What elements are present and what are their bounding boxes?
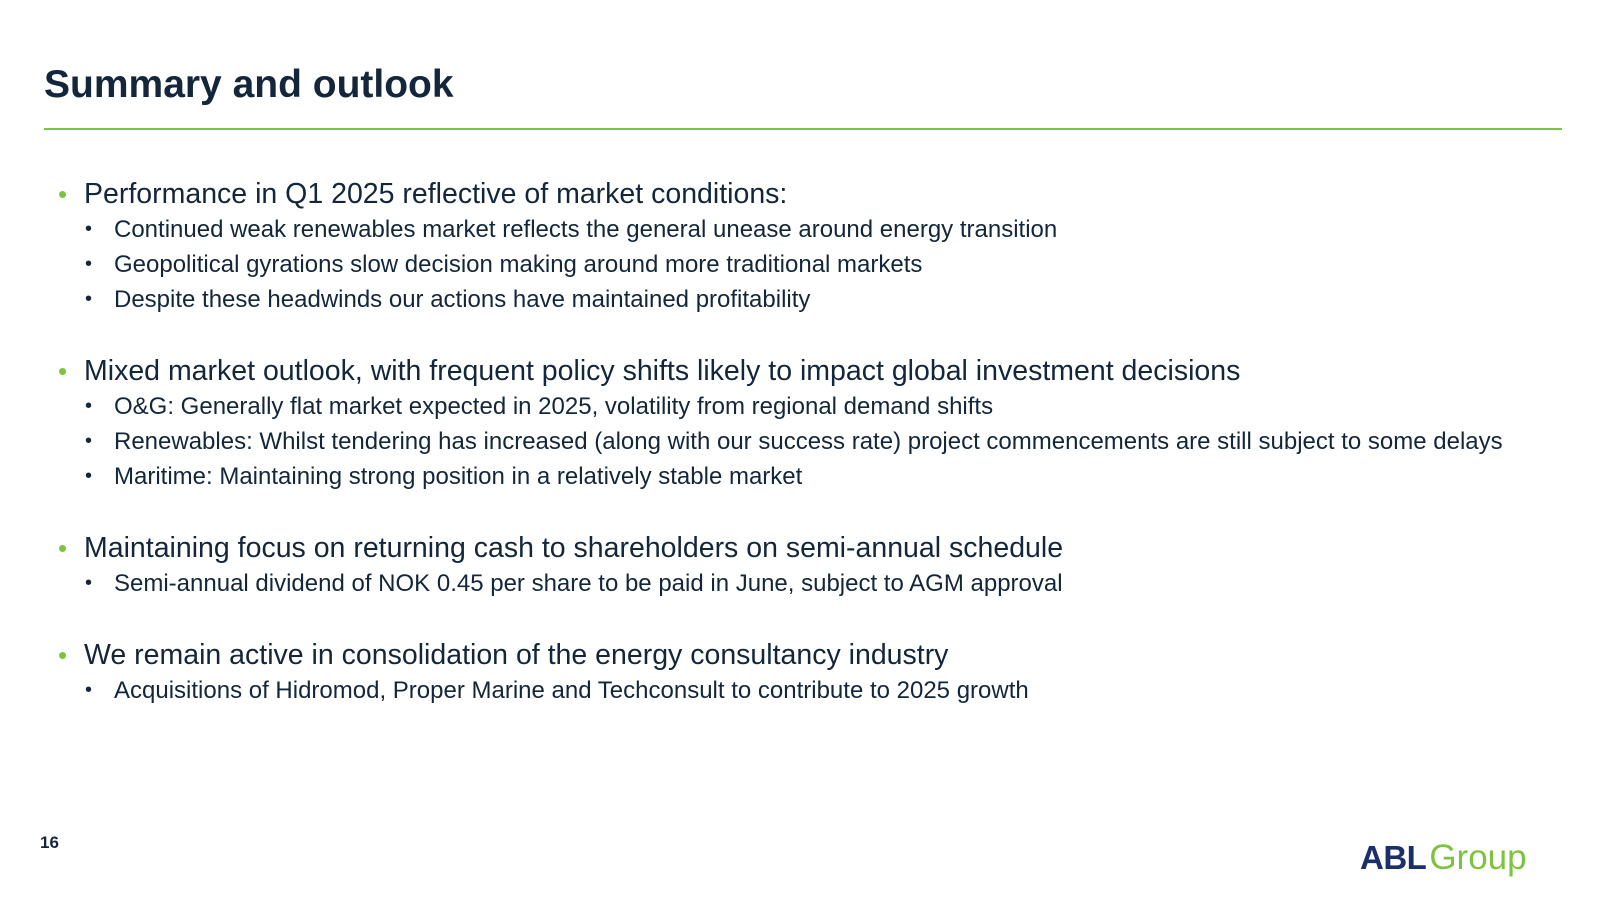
bullet-dot-icon: • — [85, 395, 93, 417]
bullet-dot-icon: • — [85, 288, 93, 310]
bullet-section-consolidation — [58, 637, 1518, 708]
bullet-dot-icon: • — [85, 430, 93, 452]
sub-bullet-text: Semi-annual dividend of NOK 0.45 per share to be paid in June, subject to AGM approval — [114, 570, 1063, 597]
bullet-section-performance — [58, 176, 1518, 317]
logo-group-text: Group — [1429, 838, 1527, 877]
bullet-list — [58, 176, 1518, 708]
bullet-dot-icon: • — [85, 253, 93, 275]
bullet-level1 — [58, 530, 1518, 566]
bullet-dot-icon: • — [85, 679, 93, 701]
bullet-level2 — [58, 459, 1518, 494]
green-bullet-icon: • — [58, 356, 68, 386]
bullet-dot-icon: • — [85, 572, 93, 594]
bullet-level2 — [58, 212, 1518, 247]
sub-bullet-text: Renewables: Whilst tendering has increased (along with our success rate) project commencements are still subject to some delays — [114, 428, 1503, 455]
bullet-text: We remain active in consolidation of the energy consultancy industry — [84, 639, 949, 671]
green-bullet-icon: • — [58, 179, 68, 209]
bullet-level1 — [58, 637, 1518, 673]
title-divider — [44, 128, 1562, 130]
bullet-level2 — [58, 282, 1518, 317]
bullet-level2 — [58, 424, 1518, 459]
sub-bullet-text: Despite these headwinds our actions have maintained profitability — [114, 286, 811, 313]
bullet-level2 — [58, 389, 1518, 424]
slide-title: Summary and outlook — [44, 63, 454, 106]
sub-bullet-text: Maritime: Maintaining strong position in a relatively stable market — [114, 463, 803, 490]
bullet-section-outlook — [58, 353, 1518, 494]
green-bullet-icon: • — [58, 533, 68, 563]
bullet-level2 — [58, 566, 1518, 601]
bullet-dot-icon: • — [85, 465, 93, 487]
bullet-text: Mixed market outlook, with frequent policy shifts likely to impact global investment decisions — [84, 355, 1241, 387]
bullet-dot-icon: • — [85, 218, 93, 240]
sub-bullet-text: Geopolitical gyrations slow decision making around more traditional markets — [114, 251, 923, 278]
bullet-text: Performance in Q1 2025 reflective of market conditions: — [84, 178, 788, 210]
green-bullet-icon: • — [58, 640, 68, 670]
bullet-level1 — [58, 176, 1518, 212]
bullet-section-cash-return — [58, 530, 1518, 601]
logo-abl-text: ABL — [1360, 839, 1427, 876]
sub-bullet-text: Acquisitions of Hidromod, Proper Marine and Techconsult to contribute to 2025 growth — [114, 677, 1029, 704]
sub-bullet-text: O&G: Generally flat market expected in 2025, volatility from regional demand shifts — [114, 393, 994, 420]
bullet-level1 — [58, 353, 1518, 389]
bullet-level2 — [58, 673, 1518, 708]
abl-group-logo — [1360, 834, 1527, 877]
sub-bullet-text: Continued weak renewables market reflects the general unease around energy transition — [114, 216, 1058, 243]
page-number: 16 — [40, 833, 59, 852]
bullet-text: Maintaining focus on returning cash to shareholders on semi-annual schedule — [84, 532, 1064, 564]
bullet-level2 — [58, 247, 1518, 282]
